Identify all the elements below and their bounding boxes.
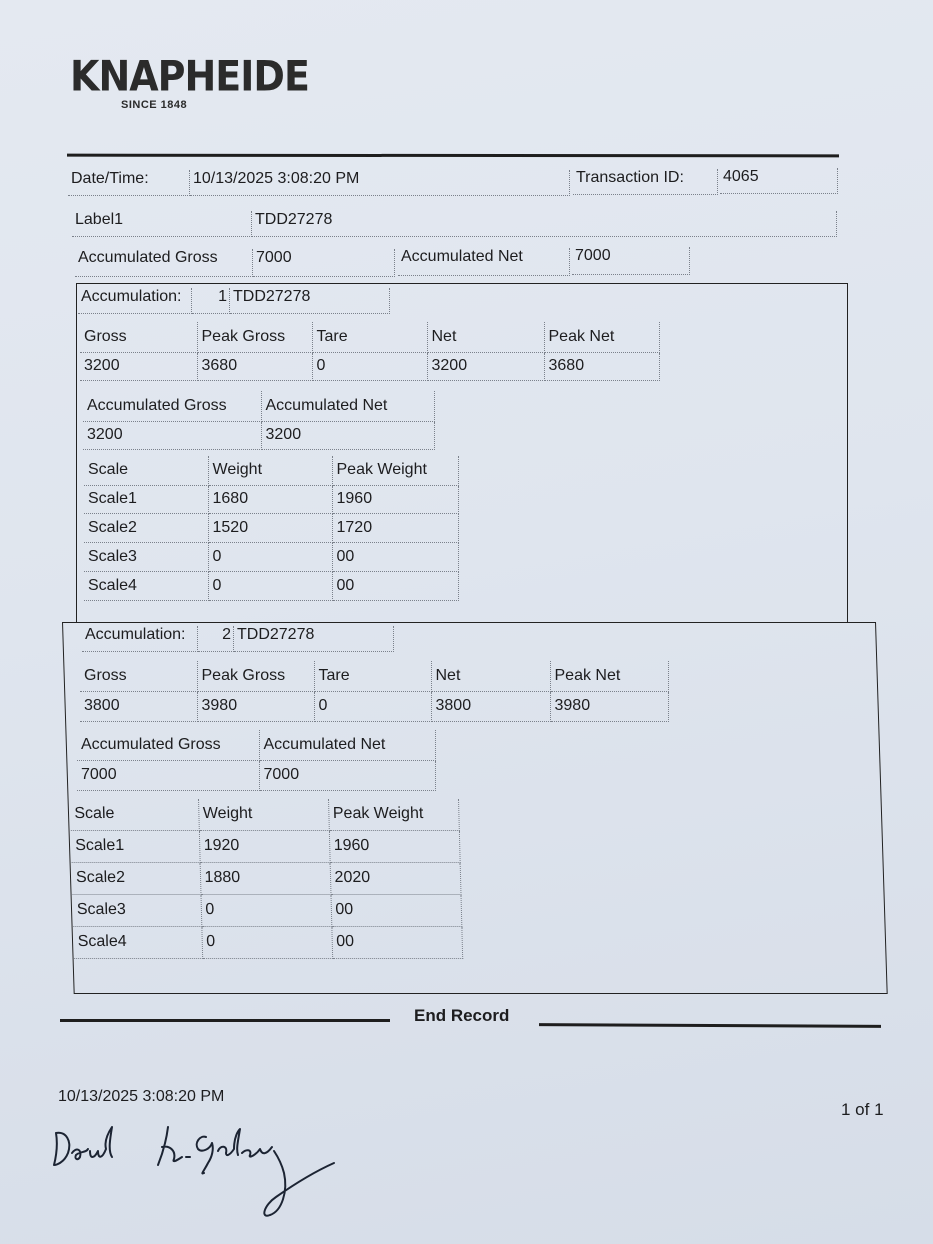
top-rule	[67, 154, 839, 158]
table-row	[84, 542, 458, 571]
accumulation-2-label: Accumulation:	[82, 626, 198, 652]
header-tare: Tare	[312, 322, 427, 352]
accumulation-2-acc-table	[77, 730, 436, 791]
value-accumulated-net: 3200	[261, 421, 434, 449]
accumulation-2-id: TDD27278	[234, 626, 394, 652]
accumulated-gross-label: Accumulated Gross	[75, 249, 253, 277]
accumulation-1-acc-table	[83, 391, 435, 450]
header-net: Net	[431, 661, 550, 691]
scale-peak-weight: 00	[332, 571, 458, 600]
datetime-value: 10/13/2025 3:08:20 PM	[190, 170, 570, 196]
header-net: Net	[427, 322, 544, 352]
header-peak-gross: Peak Gross	[197, 322, 312, 352]
table-row	[84, 485, 458, 513]
end-record-rule-right	[539, 1023, 881, 1028]
accumulation-1-totals-table	[80, 322, 660, 381]
accumulated-net-value: 7000	[572, 247, 690, 275]
scale-peak-weight: 1960	[329, 830, 460, 862]
value-peak-net: 3980	[550, 691, 668, 721]
table-row	[73, 926, 462, 958]
scale-weight: 0	[200, 894, 331, 926]
scale-peak-weight: 00	[331, 926, 462, 958]
accumulated-net-label: Accumulated Net	[398, 248, 570, 276]
header-peak-net: Peak Net	[544, 322, 659, 352]
header-weight: Weight	[198, 799, 329, 830]
page-number: 1 of 1	[841, 1100, 884, 1119]
scale-peak-weight: 00	[330, 894, 461, 926]
header-gross: Gross	[80, 661, 197, 691]
scale-name: Scale2	[72, 862, 201, 894]
scale-name: Scale4	[84, 571, 208, 600]
value-net: 3200	[427, 352, 544, 380]
scale-weight: 1520	[208, 513, 332, 542]
value-accumulated-gross: 3200	[83, 421, 261, 449]
table-row	[72, 862, 461, 894]
scale-name: Scale3	[84, 542, 208, 571]
scale-peak-weight: 2020	[330, 862, 461, 894]
scale-name: Scale3	[72, 894, 201, 926]
header-scale: Scale	[70, 799, 199, 830]
scale-peak-weight: 00	[332, 542, 458, 571]
header-peak-weight: Peak Weight	[328, 799, 459, 830]
accumulation-1-label: Accumulation:	[78, 288, 192, 314]
table-row	[84, 571, 458, 600]
printed-datetime: 10/13/2025 3:08:20 PM	[58, 1088, 225, 1105]
value-gross: 3800	[80, 691, 197, 721]
accumulation-1-scale-table	[84, 456, 459, 601]
accumulation-2-scale-table	[70, 799, 463, 959]
label1-label: Label1	[72, 211, 252, 237]
signature	[50, 1115, 350, 1225]
accumulated-gross-value: 7000	[253, 249, 395, 277]
header-gross: Gross	[80, 322, 197, 352]
value-gross: 3200	[80, 352, 197, 380]
scale-weight: 0	[201, 926, 332, 958]
value-peak-gross: 3680	[197, 352, 312, 380]
accumulation-2-number: 2	[198, 626, 234, 652]
scale-name: Scale1	[71, 830, 200, 862]
scale-weight: 0	[208, 542, 332, 571]
value-peak-net: 3680	[544, 352, 659, 380]
scale-weight: 1880	[200, 862, 331, 894]
header-weight: Weight	[208, 456, 332, 485]
value-accumulated-gross: 7000	[77, 760, 259, 790]
datetime-label: Date/Time:	[68, 170, 190, 196]
table-row	[72, 894, 461, 926]
scale-weight: 0	[208, 571, 332, 600]
accumulation-2-totals-table	[80, 661, 669, 722]
header-peak-gross: Peak Gross	[197, 661, 314, 691]
header-accumulated-gross: Accumulated Gross	[83, 391, 261, 421]
header-tare: Tare	[314, 661, 431, 691]
value-tare: 0	[312, 352, 427, 380]
value-net: 3800	[431, 691, 550, 721]
header-peak-net: Peak Net	[550, 661, 668, 691]
header-accumulated-net: Accumulated Net	[261, 391, 434, 421]
scale-name: Scale2	[84, 513, 208, 542]
label1-value: TDD27278	[252, 211, 837, 237]
scale-peak-weight: 1960	[332, 485, 458, 513]
scale-weight: 1920	[199, 830, 330, 862]
scale-name: Scale1	[84, 485, 208, 513]
scale-name: Scale4	[73, 926, 202, 958]
table-row	[71, 830, 460, 862]
accumulation-1-number: 1	[192, 288, 230, 314]
table-row	[84, 513, 458, 542]
scale-weight: 1680	[208, 485, 332, 513]
end-record-rule-left	[60, 1019, 390, 1022]
header-accumulated-gross: Accumulated Gross	[77, 730, 259, 760]
accumulation-1-id: TDD27278	[230, 288, 390, 314]
company-logo: KNAPHEIDE	[70, 52, 309, 101]
value-tare: 0	[314, 691, 431, 721]
header-scale: Scale	[84, 456, 208, 485]
transaction-id-value: 4065	[720, 168, 838, 194]
header-accumulated-net: Accumulated Net	[259, 730, 435, 760]
logo-tagline: SINCE 1848	[121, 99, 188, 111]
value-accumulated-net: 7000	[259, 760, 435, 790]
end-record-label: End Record	[414, 1006, 510, 1025]
header-peak-weight: Peak Weight	[332, 456, 458, 485]
scale-peak-weight: 1720	[332, 513, 458, 542]
value-peak-gross: 3980	[197, 691, 314, 721]
transaction-id-label: Transaction ID:	[573, 169, 718, 195]
